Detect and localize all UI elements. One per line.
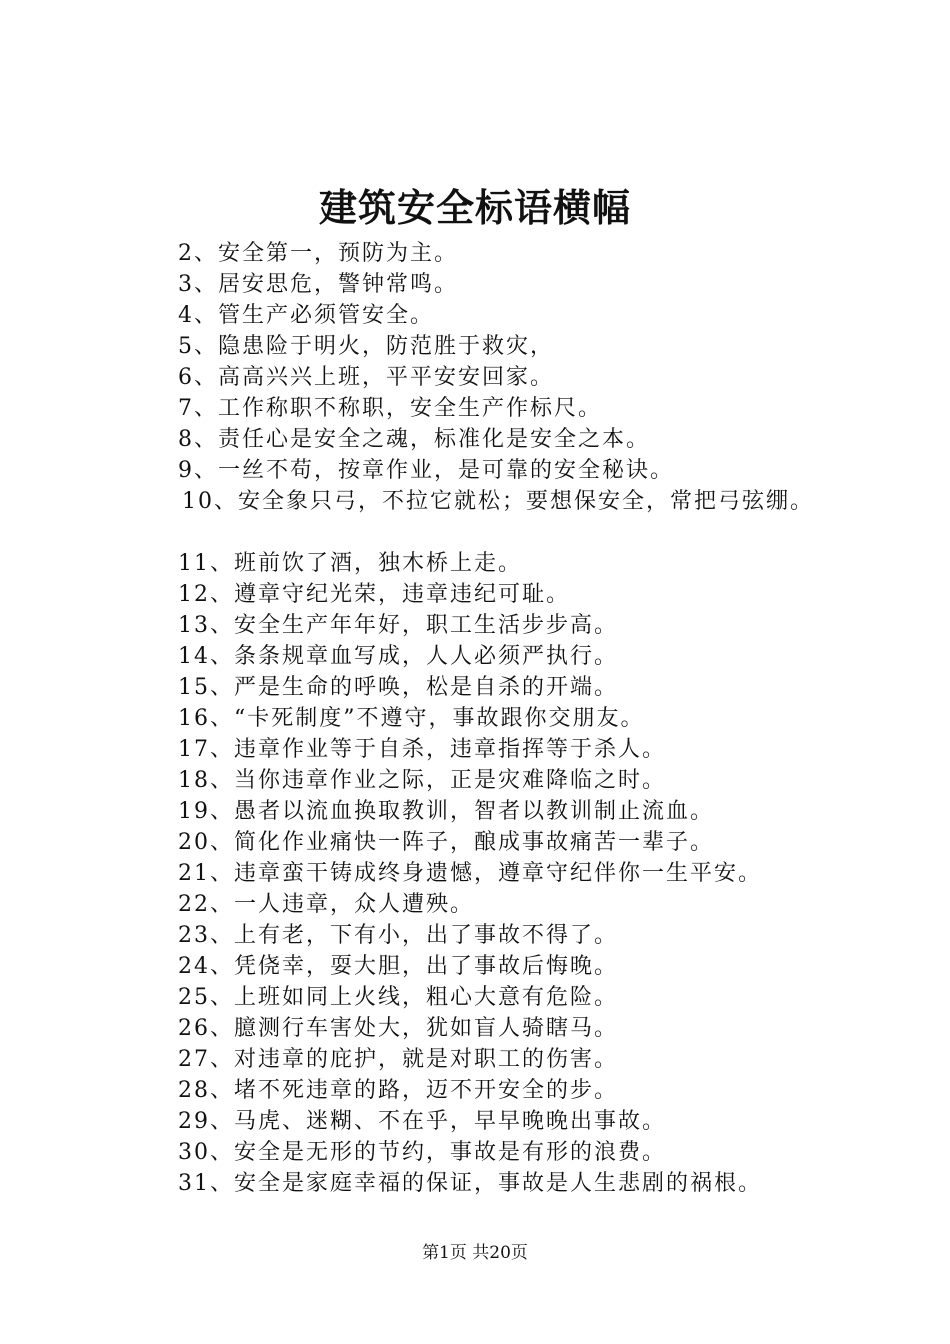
list-item: 15、严是生命的呼唤，松是自杀的开端。 xyxy=(178,675,618,700)
slogan-list xyxy=(178,238,938,1199)
list-item: 30、安全是无形的节约，事故是有形的浪费。 xyxy=(178,1140,666,1165)
list-item: 29、马虎、迷糊、不在乎，早早晚晚出事故。 xyxy=(178,1109,666,1134)
list-item: 6、高高兴兴上班，平平安安回家。 xyxy=(178,365,554,390)
list-item: 23、上有老，下有小，出了事故不得了。 xyxy=(178,923,618,948)
list-item: 7、工作称职不称职，安全生产作标尺。 xyxy=(178,396,602,421)
list-item: 4、管生产必须管安全。 xyxy=(178,303,434,328)
list-item: 2、安全第一，预防为主。 xyxy=(178,241,458,266)
list-item: 20、简化作业痛快一阵子，酿成事故痛苦一辈子。 xyxy=(178,830,714,855)
list-item: 8、责任心是安全之魂，标准化是安全之本。 xyxy=(178,427,650,452)
list-item: 5、隐患险于明火，防范胜于救灾， xyxy=(178,334,554,359)
list-item: 31、安全是家庭幸福的保证，事故是人生悲剧的祸根。 xyxy=(178,1171,762,1196)
list-item: 16、“卡死制度”不遵守，事故跟你交朋友。 xyxy=(178,706,645,731)
document-title: 建筑安全标语横幅 xyxy=(318,185,631,230)
list-item: 21、违章蛮干铸成终身遗憾，遵章守纪伴你一生平安。 xyxy=(178,861,762,886)
list-item: 13、安全生产年年好，职工生活步步高。 xyxy=(178,613,618,638)
list-item: 25、上班如同上火线，粗心大意有危险。 xyxy=(178,985,618,1010)
list-item: 28、堵不死违章的路，迈不开安全的步。 xyxy=(178,1078,618,1103)
list-item: 19、愚者以流血换取教训，智者以教训制止流血。 xyxy=(178,799,714,824)
list-item: 22、一人违章，众人遭殃。 xyxy=(178,892,474,917)
list-item: 3、居安思危，警钟常鸣。 xyxy=(178,272,458,297)
list-item: 26、臆测行车害处大，犹如盲人骑瞎马。 xyxy=(178,1016,618,1041)
list-item: 17、违章作业等于自杀，违章指挥等于杀人。 xyxy=(178,737,666,762)
page-number-footer: 第1页 共20页 xyxy=(422,1243,528,1263)
list-item: 14、条条规章血写成，人人必须严执行。 xyxy=(178,644,618,669)
list-item: 9、一丝不苟，按章作业，是可靠的安全秘诀。 xyxy=(178,458,674,483)
list-item: 18、当你违章作业之际，正是灾难降临之时。 xyxy=(178,768,666,793)
list-item: 27、对违章的庇护，就是对职工的伤害。 xyxy=(178,1047,618,1072)
list-item: 24、凭侥幸，耍大胆，出了事故后悔晚。 xyxy=(178,954,618,979)
list-item: 10、安全象只弓，不拉它就松；要想保安全，常把弓弦绷。 xyxy=(182,489,814,514)
list-item: 12、遵章守纪光荣，违章违纪可耻。 xyxy=(178,582,570,607)
list-item: 11、班前饮了酒，独木桥上走。 xyxy=(178,551,522,576)
